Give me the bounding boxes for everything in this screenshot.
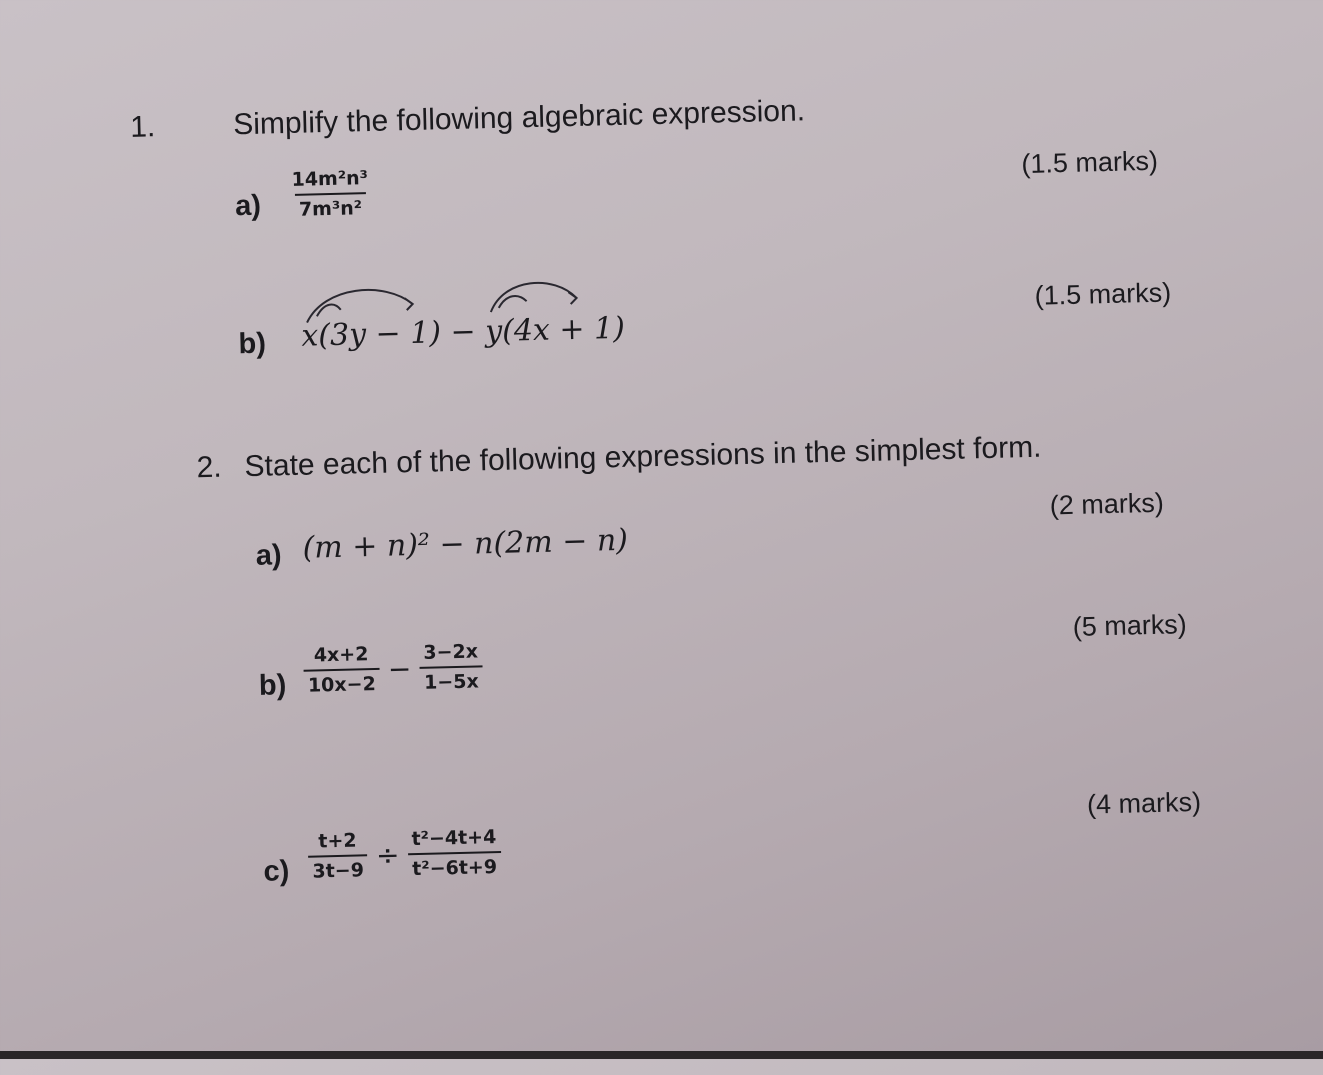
q2b-label: b) xyxy=(258,669,287,702)
q1b-label: b) xyxy=(238,327,267,361)
q2c-marks: (4 marks) xyxy=(1086,786,1202,820)
handwritten-expansion-arrows-icon xyxy=(294,269,635,337)
q1a-numerator: 14m²n³ xyxy=(291,167,369,191)
q1a-denominator: 7m³n² xyxy=(295,192,367,221)
q2c-frac1-numerator: t+2 xyxy=(318,829,357,853)
q1b-marks: (1.5 marks) xyxy=(1034,277,1172,311)
q2-number: 2. xyxy=(196,450,223,485)
q2b-frac2-numerator: 3−2x xyxy=(423,640,479,664)
q2b-frac1-numerator: 4x+2 xyxy=(313,643,369,667)
q1a-marks: (1.5 marks) xyxy=(1021,145,1159,180)
q2b-fraction-2 xyxy=(419,640,483,694)
q2c-label: c) xyxy=(263,855,290,888)
q2c-operator: ÷ xyxy=(375,837,400,872)
q2c-expression xyxy=(307,826,501,883)
q2a-marks: (2 marks) xyxy=(1049,487,1165,521)
q1a-label: a) xyxy=(234,189,262,223)
q2b-frac1-denominator: 10x−2 xyxy=(304,668,380,697)
q2a-label: a) xyxy=(255,539,282,572)
page-bottom-edge xyxy=(0,1051,1323,1059)
q2c-frac2-numerator: t²−4t+4 xyxy=(411,826,497,851)
q1-title: Simplify the following algebraic expression. xyxy=(232,94,806,142)
q1a-fraction xyxy=(287,167,373,221)
q1-number: 1. xyxy=(129,110,156,144)
q2b-expression xyxy=(303,640,483,696)
q2b-fraction-1 xyxy=(303,643,380,697)
q2-title: State each of the following expressions in the simplest form. xyxy=(244,430,1042,484)
q2c-frac2-denominator: t²−6t+9 xyxy=(408,851,501,880)
q2b-frac2-denominator: 1−5x xyxy=(420,665,483,694)
q2b-operator: − xyxy=(387,651,412,686)
q2c-fraction-2 xyxy=(407,826,501,880)
q2c-frac1-denominator: 3t−9 xyxy=(308,854,368,882)
q2b-marks: (5 marks) xyxy=(1072,609,1188,642)
q1b-expression: x(3y − 1) − y(4x + 1) xyxy=(300,310,626,354)
q2c-fraction-1 xyxy=(307,829,368,882)
q2a-expression: (m + n)² − n(2m − n) xyxy=(302,522,629,566)
